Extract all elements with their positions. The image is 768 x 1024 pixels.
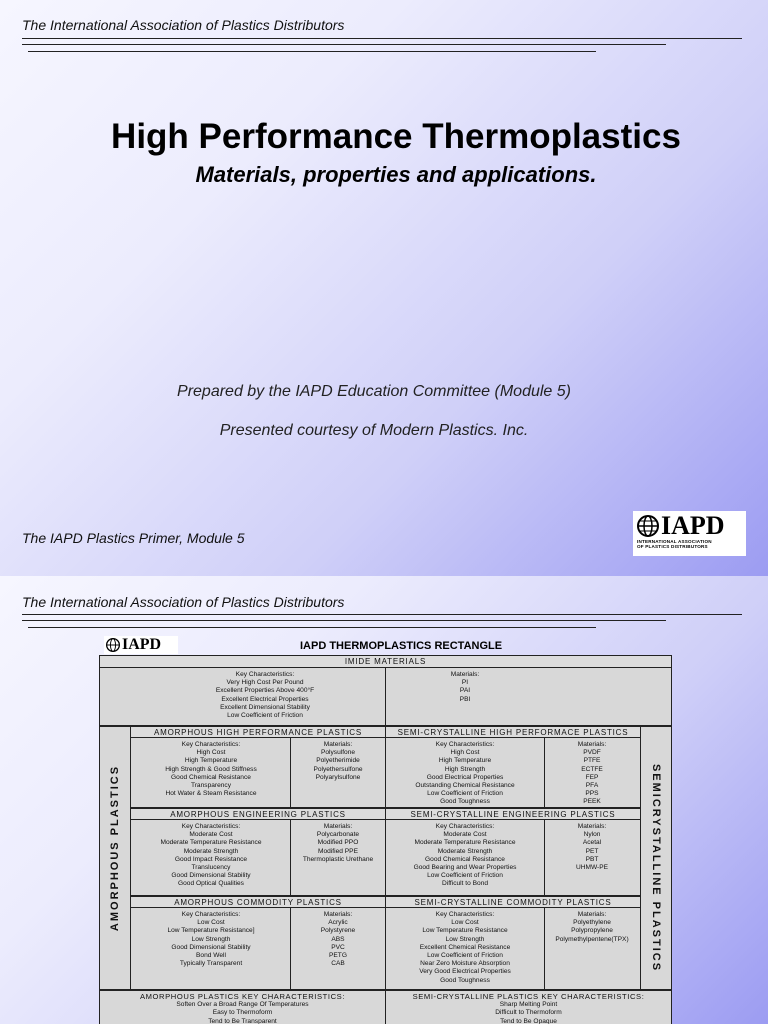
cell-line: Polysulfone [320, 749, 356, 757]
cell-line: High Cost [450, 749, 480, 757]
presented-by-text: Presented courtesy of Modern Plastics. Inc. [219, 422, 529, 439]
cell-line: Low Cost [197, 919, 225, 927]
cell-line: Moderate Temperature Resistance [160, 839, 262, 847]
cell-line: High Cost [196, 749, 226, 757]
divider [290, 737, 291, 808]
cell-line: PET [585, 847, 599, 855]
cell-line: Key Characteristics: [181, 823, 241, 830]
cell-line: PVDF [583, 749, 601, 757]
cell-line: Key Characteristics: [435, 911, 495, 918]
cell-line: ABS [331, 935, 345, 943]
cell-line: Low Temperature Resistance [422, 927, 508, 935]
cell-line: Polyarylsulfone [315, 773, 361, 781]
cell-line: Soften Over a Broad Range Of Temperatures [176, 1001, 309, 1009]
cell-line: Modified PPO [317, 839, 359, 847]
cell-line: PBI [459, 695, 471, 703]
amorphous-key-list [102, 993, 383, 1024]
divider [544, 907, 545, 990]
cell-line: Bond Well [196, 952, 226, 960]
cell-line: Translucency [191, 864, 231, 872]
cell-line: ECTFE [581, 765, 603, 773]
logo-wordmark: IAPD [661, 511, 725, 540]
cell-line: Moderate Temperature Resistance [414, 839, 516, 847]
section-heading: AMORPHOUS HIGH PERFORMANCE PLASTICS [130, 726, 386, 738]
cell-line: PEEK [583, 798, 601, 806]
cell-line: Good Dimensional Stability [171, 943, 251, 951]
cell-line: PI [461, 679, 469, 687]
cell-line: High Strength & Good Stiffness [165, 765, 257, 773]
cell-line: PBT [585, 855, 599, 863]
cell-line: FEP [585, 773, 599, 781]
header-rule [22, 38, 742, 39]
cell-line: Tend to Be Opaque [500, 1017, 557, 1024]
cell-line: Moderate Cost [189, 831, 233, 839]
cell-line: Polyethylene [573, 919, 611, 927]
globe-icon [106, 638, 120, 652]
cell-line: Key Characteristics: [181, 741, 241, 748]
amorphous-vertical-label: AMORPHOUS PLASTICS [109, 764, 121, 932]
characteristics-list [388, 823, 542, 889]
cell-line: High Temperature [184, 757, 238, 765]
section-heading: SEMI-CRYSTALLINE COMMODITY PLASTICS [385, 896, 641, 908]
imide-heading: IMIDE MATERIALS [99, 655, 672, 668]
prepared-by-text: Prepared by the IAPD Education Committee (Module 5) [177, 383, 571, 400]
cell-line: Materials: [323, 741, 353, 748]
cell-line: Polypropylene [571, 927, 613, 935]
cell-line: Low Temperature Resistance] [167, 927, 255, 935]
cell-line: Moderate Strength [437, 847, 493, 855]
cell-line: Excellent Properties Above 400°F [215, 687, 315, 695]
characteristics-list [388, 741, 542, 807]
cell-line: Low Coefficient of Friction [427, 952, 503, 960]
slide-footer: The IAPD Plastics Primer, Module 5 [22, 530, 245, 546]
characteristics-list [134, 741, 288, 798]
cell-line: Good Toughness [440, 798, 490, 806]
cell-line: Sharp Melting Point [499, 1001, 558, 1009]
page-subtitle: Materials, properties and applications. [195, 162, 597, 187]
cell-line: Good Bearing and Wear Properties [413, 864, 517, 872]
cell-line: Excellent Chemical Resistance [419, 943, 511, 951]
characteristics-list [134, 911, 288, 968]
section-heading: SEMI-CRYSTALLINE ENGINEERING PLASTICS [385, 808, 641, 820]
cell-line: Materials: [450, 671, 480, 678]
semicrystalline-key-list [388, 993, 669, 1024]
cell-line: Key Characteristics: [435, 823, 495, 830]
divider [290, 907, 291, 990]
slide-header: The International Association of Plastics Distributors [22, 594, 345, 610]
cell-line: Tend to Be Transparent [208, 1017, 277, 1024]
cell-line: PTFE [583, 757, 601, 765]
cell-line: Very High Cost Per Pound [226, 679, 304, 687]
cell-line: Thermoplastic Urethane [302, 855, 374, 863]
cell-line: Polystyrene [320, 927, 356, 935]
cell-line: Key Characteristics: [435, 741, 495, 748]
cell-line: PETG [329, 952, 347, 960]
cell-line: Moderate Cost [443, 831, 487, 839]
header-rule [22, 614, 742, 615]
table-logo [104, 636, 178, 654]
materials-list [546, 823, 638, 872]
divider [544, 819, 545, 896]
cell-line: Nylon [583, 831, 601, 839]
cell-line: Low Coefficient of Friction [227, 712, 303, 720]
iapd-logo [633, 511, 746, 556]
cell-line: Typically Transparent [179, 960, 243, 968]
cell-line: Excellent Electrical Properties [221, 695, 309, 703]
cell-line: UHMW-PE [575, 864, 609, 872]
header-rule [28, 627, 596, 628]
cell-line: Easy to Thermoform [212, 1009, 273, 1017]
cell-line: Modified PPE [318, 847, 358, 855]
cell-line: Good Chemical Resistance [171, 773, 251, 781]
cell-line: Materials: [323, 911, 353, 918]
logo-subtitle: INTERNATIONAL ASSOCIATION [637, 539, 712, 544]
cell-line: Near Zero Moisture Absorption [420, 960, 510, 968]
globe-icon [637, 515, 659, 537]
cell-line: Outstanding Chemical Resistance [415, 782, 515, 790]
section-heading: AMORPHOUS COMMODITY PLASTICS [130, 896, 386, 908]
cell-line: Good Chemical Resistance [425, 855, 505, 863]
section-heading: SEMI-CRYSTALLINE HIGH PERFORMACE PLASTICS [385, 726, 641, 738]
header-rule [28, 51, 596, 52]
table-title: IAPD THERMOPLASTICS RECTANGLE [300, 640, 503, 652]
cell-line: Key Characteristics: [235, 671, 295, 678]
cell-line: Good Dimensional Stability [171, 872, 251, 880]
materials-list [292, 911, 384, 968]
cell-line: Polyetherimide [316, 757, 360, 765]
cell-line: Difficult to Thermoform [495, 1009, 562, 1017]
materials-list [546, 741, 638, 807]
cell-line: Polyethersulfone [313, 765, 363, 773]
logo-subtitle: OF PLASTICS DISTRIBUTORS [637, 544, 708, 549]
header-rule [22, 620, 666, 621]
cell-line: Polymethylpentene(TPX) [555, 935, 629, 943]
cell-line: Materials: [323, 823, 353, 830]
cell-line: Good Impact Resistance [174, 855, 248, 863]
cell-line: PFA [585, 782, 599, 790]
cell-line: Low Strength [445, 935, 485, 943]
imide-materials [400, 671, 530, 704]
cell-line: PVC [331, 943, 345, 951]
cell-line: PAI [459, 687, 471, 695]
section-heading: AMORPHOUS ENGINEERING PLASTICS [130, 808, 386, 820]
page-title: High Performance Thermoplastics [111, 117, 681, 156]
imide-characteristics [150, 671, 380, 720]
cell-line: Low Strength [191, 935, 231, 943]
cell-line: Acrylic [328, 919, 348, 927]
cell-line: High Temperature [438, 757, 492, 765]
cell-line: Hot Water & Steam Resistance [165, 790, 257, 798]
slide-header: The International Association of Plastics Distributors [22, 17, 345, 33]
header-rule [22, 44, 666, 45]
cell-line: Key Characteristics: [181, 911, 241, 918]
cell-line: Good Optical Qualities [178, 880, 244, 888]
cell-line: Low Cost [451, 919, 479, 927]
characteristics-list [388, 911, 542, 985]
cell-line: Materials: [577, 911, 607, 918]
materials-list [292, 823, 384, 864]
cell-line: Materials: [577, 823, 607, 830]
divider [290, 819, 291, 896]
cell-line: Low Coefficient of Friction [427, 872, 503, 880]
cell-line: High Strength [444, 765, 486, 773]
cell-heading: SEMI-CRYSTALLINE PLASTICS KEY CHARACTERISTICS: [412, 992, 645, 1001]
materials-list [292, 741, 384, 782]
cell-line: Good Electrical Properties [426, 773, 504, 781]
cell-line: Difficult to Bond [441, 880, 489, 888]
cell-heading: AMORPHOUS PLASTICS KEY CHARACTERISTICS: [139, 992, 346, 1001]
cell-line: Good Toughness [440, 976, 490, 984]
divider [385, 667, 386, 726]
cell-line: Polycarbonate [316, 831, 360, 839]
logo-wordmark: IAPD [122, 636, 162, 653]
characteristics-list [134, 823, 288, 889]
cell-line: Moderate Strength [183, 847, 239, 855]
cell-line: Transparency [190, 782, 232, 790]
cell-line: Very Good Electrical Properties [419, 968, 511, 976]
cell-line: CAB [331, 960, 345, 968]
cell-line: Acetal [582, 839, 602, 847]
materials-list [546, 911, 638, 944]
divider [544, 737, 545, 808]
cell-line: Excellent Dimensional Stability [220, 703, 310, 711]
cell-line: PPS [585, 790, 599, 798]
cell-line: Low Coefficient of Friction [427, 790, 503, 798]
cell-line: Materials: [577, 741, 607, 748]
semicrystalline-vertical-label: SEMICRYSTALLINE PLASTICS [650, 763, 662, 973]
